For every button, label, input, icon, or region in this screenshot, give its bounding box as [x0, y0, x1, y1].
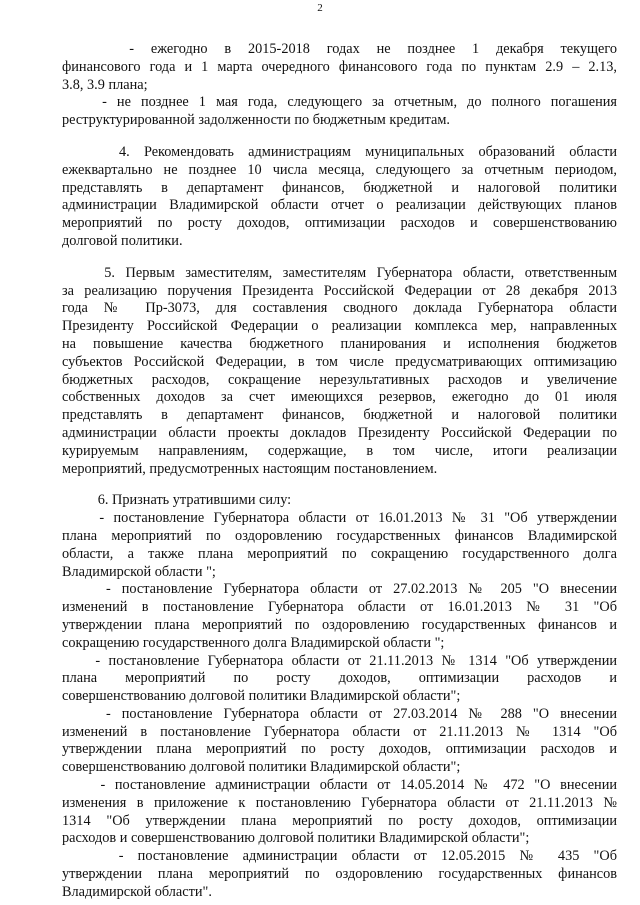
- text-line: ежеквартально не позднее 10 числа месяца, следующего за отчетным периодом,: [62, 161, 617, 178]
- text-line: представлять в департамент финансов, бюджетной и налоговой политики: [62, 407, 617, 424]
- text-line: бюджетных расходов, сокращение нерезультативных расходов и увеличение: [62, 371, 617, 388]
- paragraph-spacer: [62, 478, 617, 492]
- paragraph-deadline-annual: [62, 41, 617, 94]
- text-line: представлять в департамент финансов, бюджетной и налоговой политики: [62, 179, 617, 196]
- text-line: сокращению государственного долга Владимирской области ";: [62, 634, 445, 651]
- text-line: совершенствованию долговой политики Владимирской области";: [62, 688, 461, 705]
- text-line: плана мероприятий по оздоровлению государственных финансов Владимирской: [62, 527, 617, 544]
- text-line: администрации Владимирской области отчет о реализации действующих планов: [62, 197, 617, 214]
- text-line: совершенствованию долговой политики Владимирской области";: [62, 759, 461, 776]
- text-line: Владимирской области ";: [62, 563, 216, 580]
- text-line: мероприятий, предусмотренных настоящим постановлением.: [62, 460, 438, 477]
- text-line: реструктурированной задолженности по бюджетным кредитам.: [62, 112, 450, 129]
- text-line: субъектов Российской Федерации, в том числе предусматривающих оптимизацию: [62, 353, 617, 370]
- text-line: области, а также плана мероприятий по сокращению государственного долга: [62, 545, 617, 562]
- text-line: администрации области проекты докладов Президенту Российской Федерации по: [62, 424, 617, 441]
- paragraph-spacer: [62, 251, 617, 265]
- text-line: долговой политики.: [62, 232, 183, 249]
- text-line: 1314 "Об утверждении плана мероприятий по росту доходов, оптимизации: [62, 812, 617, 829]
- text-line: 4. Рекомендовать администрациям муниципальных образований области: [62, 143, 617, 160]
- paragraph-item-5: [62, 265, 617, 479]
- document-body: [62, 41, 617, 902]
- text-line: изменений в постановление Губернатора области от 16.01.2013 № 31 "Об: [62, 599, 617, 616]
- text-line: изменений в постановление Губернатора области от 21.11.2013 № 1314 "Об: [62, 723, 617, 740]
- text-line: - постановление администрации области от 14.05.2014 № 472 "О внесении: [62, 777, 617, 794]
- text-line: собственных доходов за счет имеющихся резервов, ежегодно до 01 июля: [62, 389, 617, 406]
- text-line: Президенту Российской Федерации о реализации комплекса мер, направленных: [62, 318, 617, 335]
- text-line: расходов и совершенствованию долговой политики Владимирской области";: [62, 830, 530, 847]
- text-line: утверждении плана мероприятий по росту доходов, оптимизации расходов и: [62, 741, 617, 758]
- text-line: плана мероприятий по росту доходов, оптимизации расходов и: [62, 670, 617, 687]
- text-line: изменения в приложение к постановлению Губернатора области от 21.11.2013 №: [62, 794, 617, 811]
- text-line: курируемым направлениям, содержащие, в том числе, итоги реализации: [62, 442, 617, 459]
- text-line: на повышение качества бюджетного планирования и исполнения бюджетов: [62, 335, 617, 352]
- text-line: утверждении плана мероприятий по оздоровлению государственных финансов и: [62, 616, 617, 633]
- text-line: за реализацию поручения Президента Российской Федерации от 28 декабря 2013: [62, 282, 617, 299]
- page-number: 2: [317, 2, 323, 14]
- text-line: - постановление Губернатора области от 27.02.2013 № 205 "О внесении: [62, 581, 617, 598]
- paragraph-item-4: [62, 144, 617, 251]
- text-line: 3.8, 3.9 плана;: [62, 76, 148, 93]
- text-line: утверждении плана мероприятий по оздоровлению государственных финансов: [62, 866, 617, 883]
- paragraph-spacer: [62, 130, 617, 144]
- text-line: Владимирской области".: [62, 883, 212, 900]
- text-line: финансового года и 1 марта очередного финансового года по пунктам 2.9 – 2.13,: [62, 58, 617, 75]
- paragraph-item-6: [62, 492, 617, 901]
- text-line: 6. Признать утратившими силу:: [62, 492, 292, 509]
- paragraph-deadline-may: [62, 94, 617, 130]
- text-line: года № Пр-3073, для составления сводного доклада Губернатора области: [62, 300, 617, 317]
- text-line: 5. Первым заместителям, заместителям Губернатора области, ответственным: [62, 264, 617, 281]
- text-line: мероприятий по росту доходов, оптимизации расходов и совершенствованию: [62, 215, 617, 232]
- text-line: - ежегодно в 2015-2018 годах не позднее 1 декабря текущего: [62, 41, 617, 57]
- text-line: - постановление Губернатора области от 27.03.2014 № 288 "О внесении: [62, 705, 617, 722]
- text-line: - не позднее 1 мая года, следующего за отчетным, до полного погашения: [62, 94, 617, 111]
- text-line: - постановление Губернатора области от 21.11.2013 № 1314 "Об утверждении: [62, 652, 617, 669]
- text-line: - постановление администрации области от 12.05.2015 № 435 "Об: [62, 848, 617, 865]
- text-line: - постановление Губернатора области от 16.01.2013 № 31 "Об утверждении: [62, 510, 617, 527]
